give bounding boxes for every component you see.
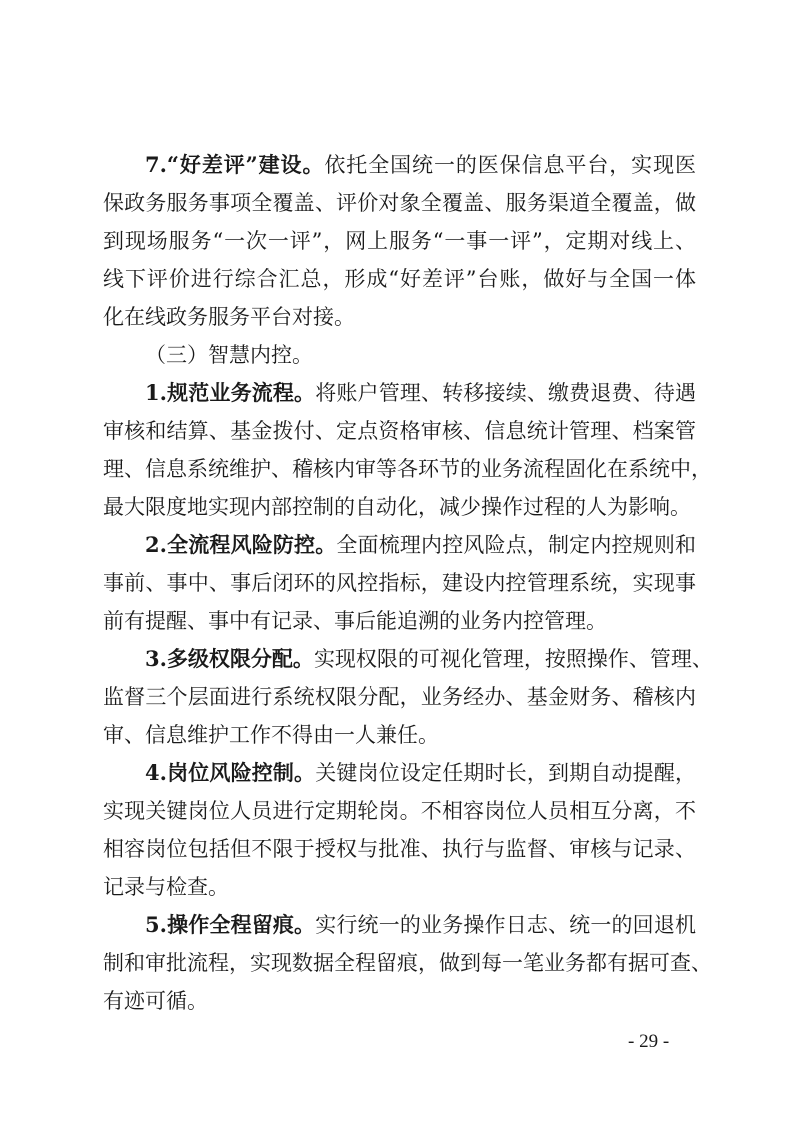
line-text: 最大限度地实现内部控制的自动化，减少操作过程的人为影响。	[103, 495, 691, 519]
line-text: 将账户管理、转移接续、缴费退费、待遇	[315, 381, 696, 405]
text-line	[103, 488, 696, 526]
text-line	[103, 412, 696, 450]
paragraph-lead: 2.全流程风险防控。	[145, 532, 337, 557]
text-line	[103, 944, 712, 982]
line-text: 审、信息维护工作不得由一人兼任。	[103, 723, 439, 747]
text-line	[103, 564, 696, 602]
paragraph-lead: 1.规范业务流程。	[145, 380, 316, 405]
line-text: 实行统一的业务操作日志、统一的回退机	[315, 913, 696, 937]
line-text: 保政务服务事项全覆盖、评价对象全覆盖、服务渠道全覆盖，做	[103, 191, 696, 215]
text-line	[103, 982, 696, 1020]
text-line	[103, 450, 712, 488]
line-text: 实现关键岗位人员进行定期轮岗。不相容岗位人员相互分离，不	[103, 799, 696, 823]
line-text: 事前、事中、事后闭环的风控指标，建设内控管理系统，实现事	[103, 571, 696, 595]
line-text: 化在线政务服务平台对接。	[103, 305, 355, 329]
paragraph	[103, 374, 712, 526]
line-text: 制和审批流程，实现数据全程留痕，做到每一笔业务都有据可查、	[103, 951, 712, 975]
text-line	[103, 526, 696, 564]
text-line	[103, 602, 696, 640]
text-line	[103, 792, 696, 830]
text-line	[103, 184, 696, 222]
line-text: 到现场服务“一次一评”，网上服务“一事一评”，定期对线上、	[103, 229, 696, 253]
paragraph	[103, 640, 713, 754]
document-body	[103, 146, 713, 1020]
line-text: 有迹可循。	[103, 989, 208, 1013]
text-line	[103, 336, 696, 374]
paragraph	[103, 146, 696, 336]
text-line	[103, 754, 696, 792]
line-text: 监督三个层面进行系统权限分配，业务经办、基金财务、稽核内	[103, 685, 696, 709]
text-line	[103, 678, 696, 716]
paragraph	[103, 754, 696, 906]
paragraph-lead: 4.岗位风险控制。	[145, 760, 316, 785]
line-text: （三）智慧内控。	[145, 343, 313, 367]
text-line	[103, 146, 696, 184]
line-text: 相容岗位包括但不限于授权与批准、执行与监督、审核与记录、	[103, 837, 696, 861]
line-text: 记录与检查。	[103, 875, 229, 899]
line-text: 审核和结算、基金拨付、定点资格审核、信息统计管理、档案管	[103, 419, 696, 443]
line-text: 关键岗位设定任期时长，到期自动提醒，	[315, 761, 696, 785]
paragraph	[103, 906, 712, 1020]
paragraph-lead: 5.操作全程留痕。	[145, 912, 316, 937]
line-text: 全面梳理内控风险点，制定内控规则和	[336, 533, 696, 557]
line-text: 前有提醒、事中有记录、事后能追溯的业务内控管理。	[103, 609, 607, 633]
paragraph	[103, 526, 696, 640]
text-line	[103, 222, 696, 260]
text-line	[103, 640, 713, 678]
text-line	[103, 374, 696, 412]
text-line	[103, 716, 696, 754]
text-line	[103, 868, 696, 906]
text-line	[103, 906, 696, 944]
paragraph-lead: 7.“好差评”建设。	[145, 152, 325, 177]
page-number: - 29 -	[628, 1031, 670, 1052]
line-text: 线下评价进行综合汇总，形成“好差评”台账，做好与全国一体	[103, 267, 696, 291]
line-text: 理、信息系统维护、稽核内审等各环节的业务流程固化在系统中，	[103, 457, 712, 481]
text-line	[103, 260, 696, 298]
paragraph-lead: 3.多级权限分配。	[145, 646, 314, 671]
line-text: 实现权限的可视化管理，按照操作、管理、	[313, 647, 713, 671]
line-text: 依托全国统一的医保信息平台，实现医	[324, 153, 696, 177]
section-heading	[103, 336, 696, 374]
text-line	[103, 830, 696, 868]
text-line	[103, 298, 696, 336]
